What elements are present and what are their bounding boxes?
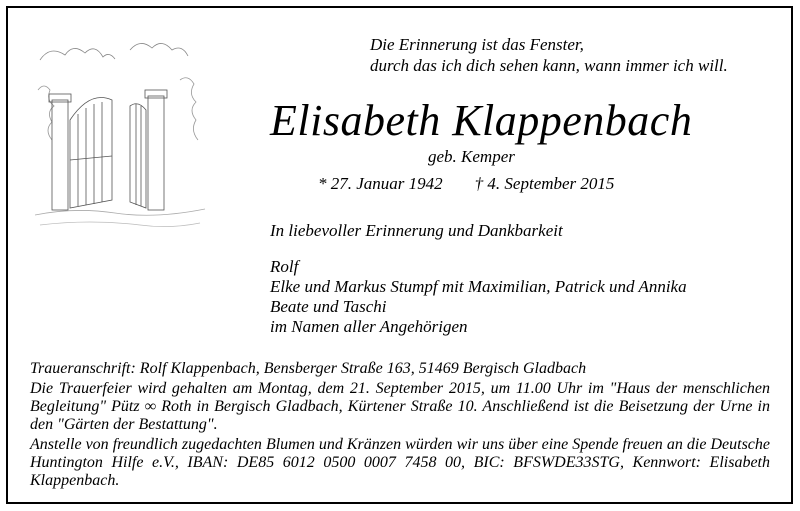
memorial-quote	[370, 34, 728, 76]
ceremony-info: Die Trauerfeier wird gehalten am Montag, dem 21. September 2015, um 11.00 Uhr im "Haus der menschlichen Begleitung" Pütz ∞ Roth in Bergisch Gladbach, Kürtener Straße 10. Anschließend ist die Beisetzung der Urne in den "Gärten der Bestattung".	[30, 380, 770, 433]
birth-date: * 27. Januar 1942	[318, 174, 443, 193]
mourner-line: im Namen aller Angehörigen	[270, 317, 468, 336]
mourner-line: Elke und Markus Stumpf mit Maximilian, Patrick und Annika	[270, 277, 687, 296]
quote-line-2: durch das ich dich sehen kann, wann immer ich will.	[370, 56, 728, 75]
quote-line-1: Die Erinnerung ist das Fenster,	[370, 35, 584, 54]
dedication-line: In liebevoller Erinnerung und Dankbarkeit	[270, 221, 563, 240]
deceased-name: Elisabeth Klappenbach	[270, 96, 693, 145]
garden-gate-icon	[30, 30, 210, 230]
mourner-line: Beate und Taschi	[270, 297, 387, 316]
life-dates	[318, 174, 614, 194]
mourner-line: Rolf	[270, 257, 299, 276]
death-date: † 4. September 2015	[474, 174, 615, 193]
donation-info: Anstelle von freundlich zugedachten Blumen und Kränzen würden wir uns über eine Spende freuen an die Deutsche Huntington Hilfe e.V., IBAN: DE85 6012 0500 0007 7458 00, BIC: BFSWDE33STG, Kennwort: Elisabeth Klappenbach.	[30, 436, 770, 489]
birth-name: geb. Kemper	[428, 147, 515, 166]
mourners-list	[270, 257, 687, 337]
funeral-details	[30, 360, 770, 492]
mourning-address: Traueranschrift: Rolf Klappenbach, Bensberger Straße 163, 51469 Bergisch Gladbach	[30, 360, 587, 377]
